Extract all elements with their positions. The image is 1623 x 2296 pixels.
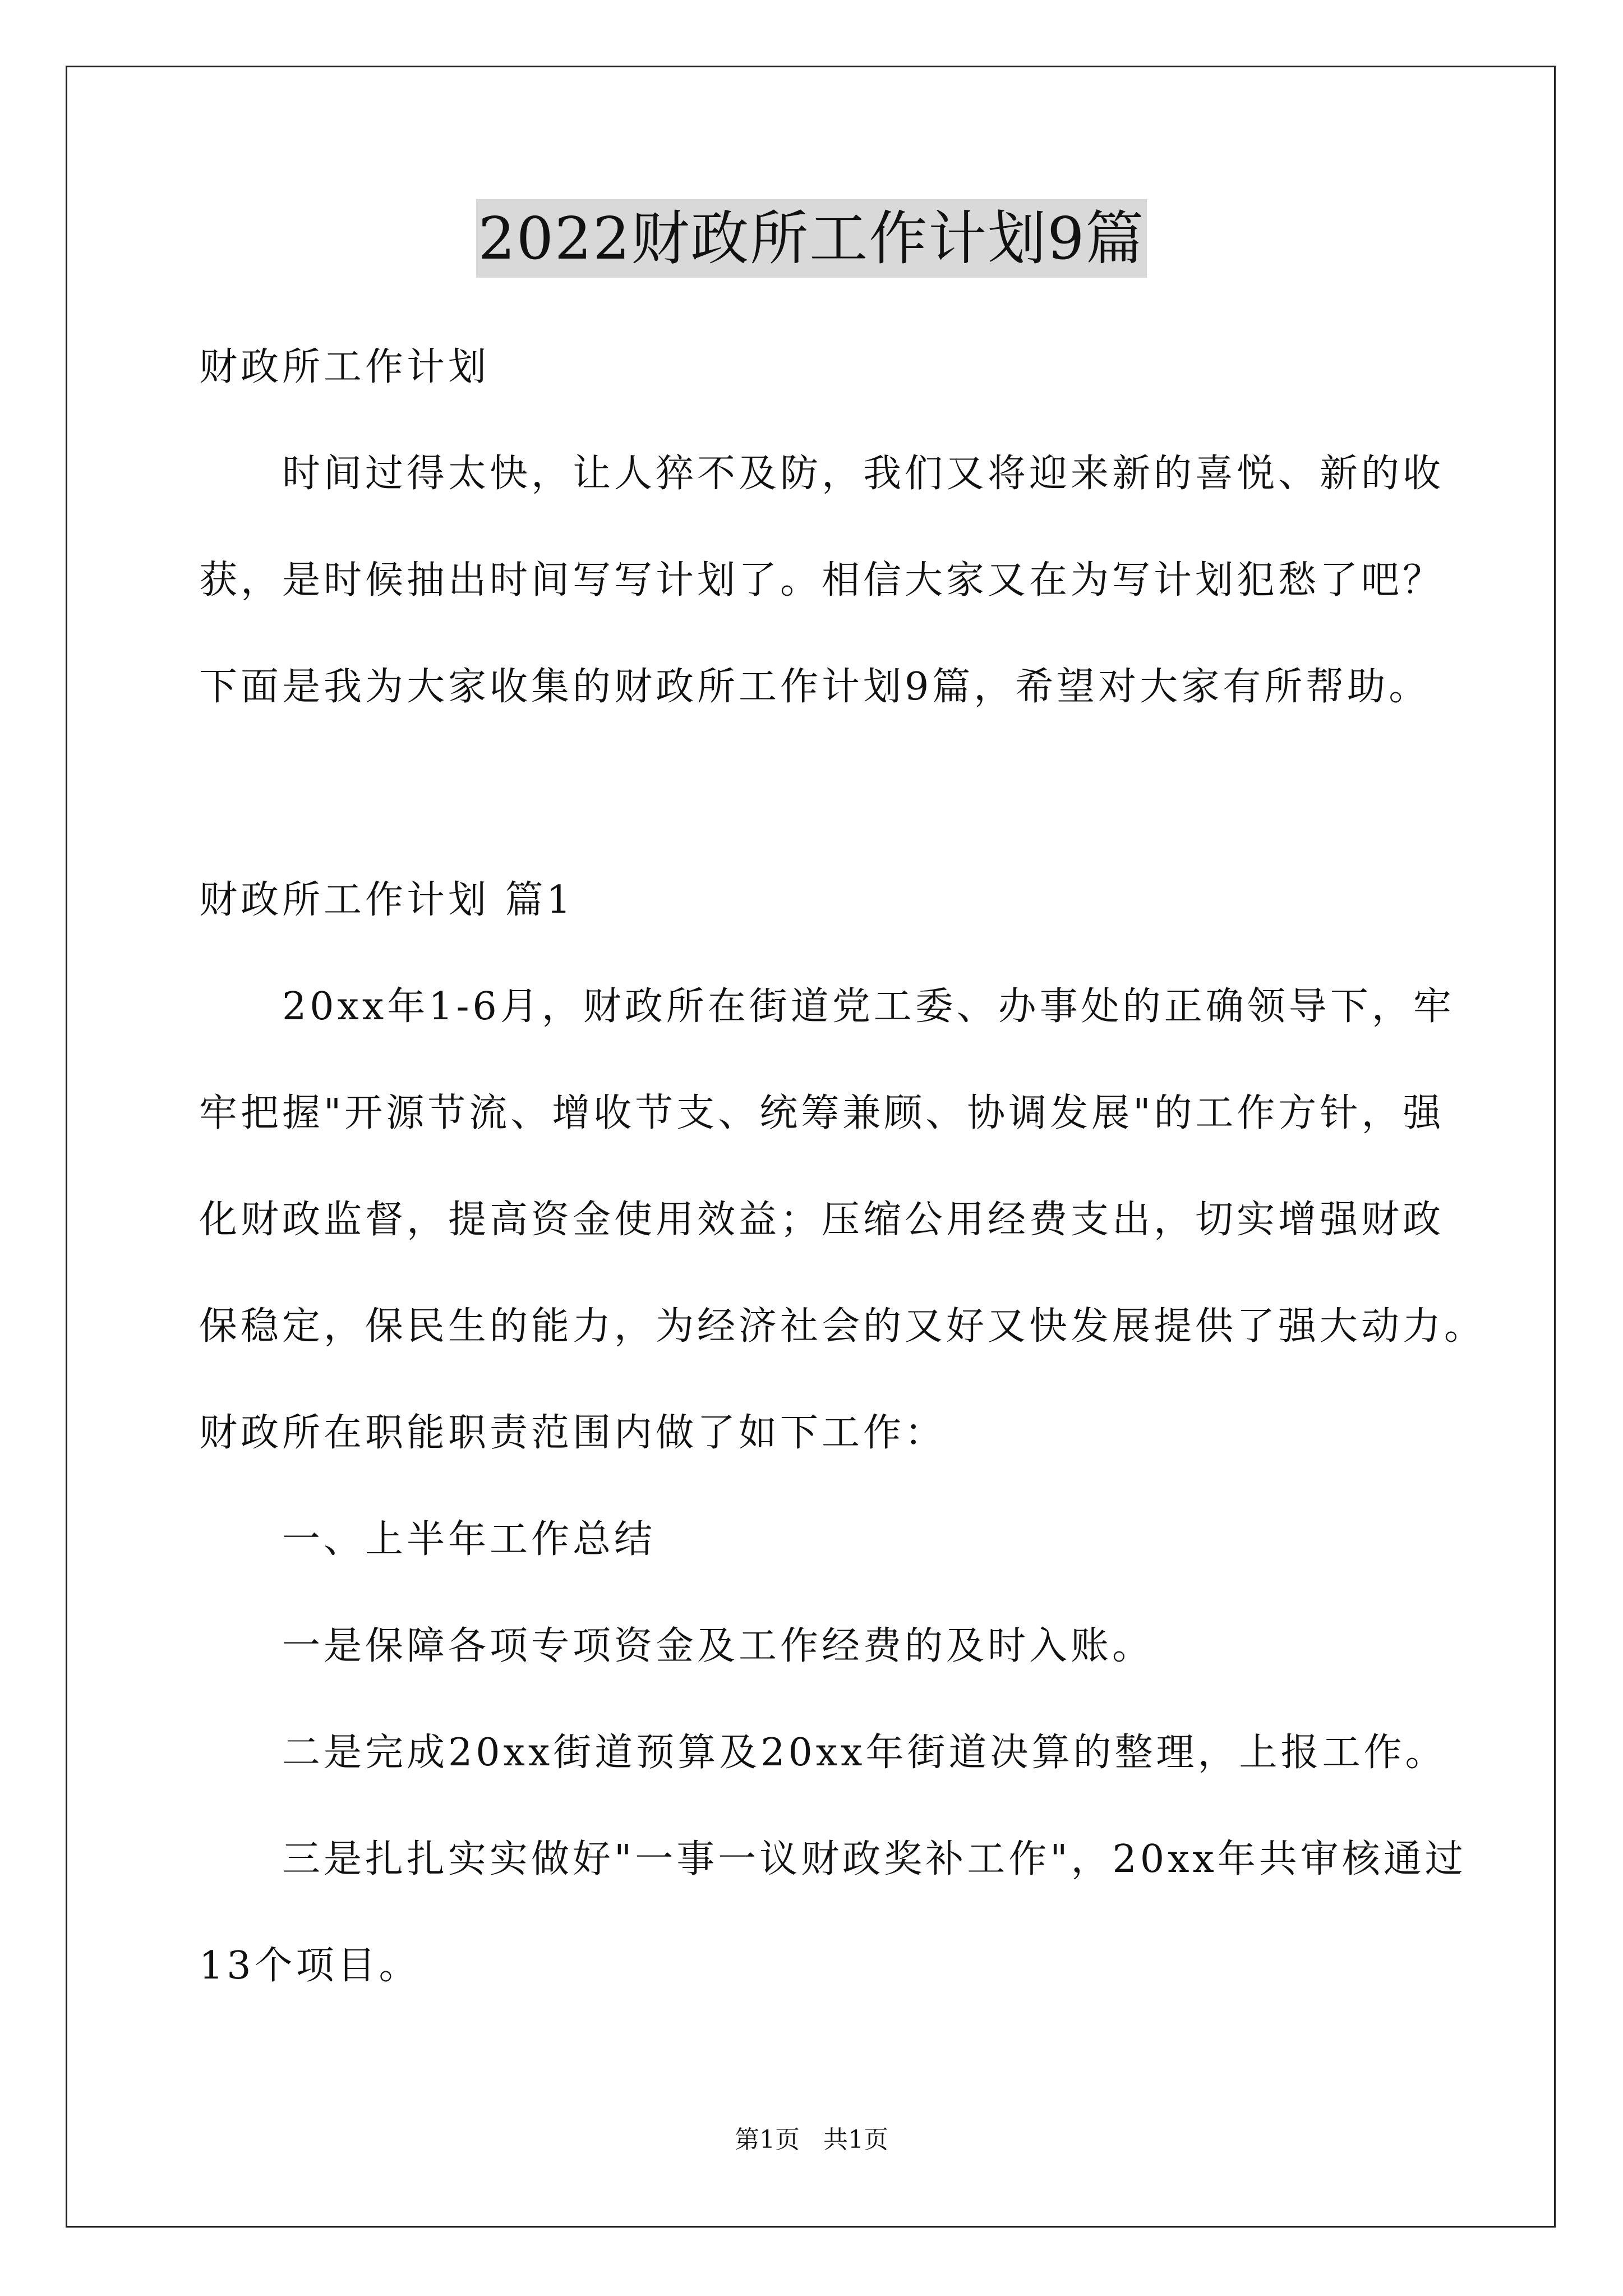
text-line: 获，是时候抽出时间写写计划了。相信大家又在为写计划犯愁了吧？ [199, 558, 1445, 602]
text-line-heading-1: 财政所工作计划 [199, 345, 490, 389]
text-line: 一、上半年工作总结 [199, 1517, 656, 1562]
text-line: 13个项目。 [199, 1944, 421, 1988]
text-line: 二是完成20xx街道预算及20xx年街道决算的整理，上报工作。 [199, 1731, 1447, 1775]
text-line: 化财政监督，提高资金使用效益；压缩公用经费支出，切实增强财政 [199, 1198, 1445, 1242]
page-total: 共1页 [823, 2125, 888, 2154]
document-title: 2022财政所工作计划9篇 [476, 199, 1147, 278]
blank-line [199, 740, 1433, 847]
text-line: 一是保障各项专项资金及工作经费的及时入账。 [199, 1624, 1154, 1668]
text-line: 牢把握"开源节流、增收节支、统筹兼顾、协调发展"的工作方针，强 [199, 1091, 1445, 1135]
text-line: 下面是我为大家收集的财政所工作计划9篇，希望对大家有所帮助。 [199, 665, 1431, 709]
document-body [199, 314, 1486, 2019]
text-line: 时间过得太快，让人猝不及防，我们又将迎来新的喜悦、新的收 [199, 452, 1445, 496]
page-footer [0, 2123, 1623, 2157]
text-line: 三是扎扎实实做好"一事一议财政奖补工作"，20xx年共审核通过 [199, 1837, 1467, 1881]
text-line-heading-2: 财政所工作计划 篇1 [199, 878, 574, 922]
text-line: 20xx年1-6月，财政所在街道党工委、办事处的正确领导下，牢 [199, 984, 1455, 1029]
page-number: 第1页 [735, 2125, 800, 2154]
text-line: 保稳定，保民生的能力，为经济社会的又好又快发展提供了强大动力。 [199, 1304, 1486, 1349]
title-container [0, 199, 1623, 278]
text-line: 财政所在职能职责范围内做了如下工作： [199, 1411, 947, 1455]
